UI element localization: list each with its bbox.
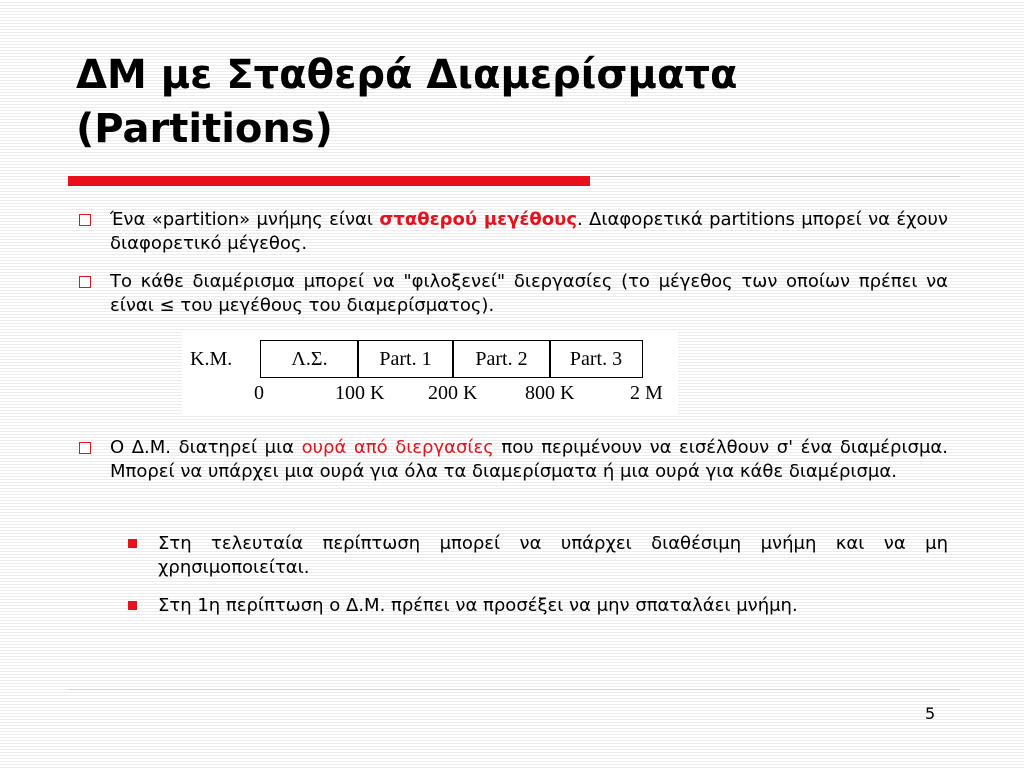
bullet-3-post: που περιμένουν να εισέλθουν σ' ένα διαμέρισμα. Μπορεί να υπάρχει μια ουρά για όλα τα διαμερίσματα ή μια ουρά για κάθε διαμέρισμα. <box>110 437 949 482</box>
hollow-square-bullet-icon <box>79 214 91 226</box>
bullet-1-highlight: σταθερού μεγέθους <box>379 209 577 230</box>
bullet-3 <box>110 436 948 484</box>
diagram-cell-part2: Part. 2 <box>452 340 551 378</box>
bullet-3-pre: Ο Δ.Μ. διατηρεί μια <box>110 437 302 458</box>
sub-bullet-1-text: Στη τελευταία περίπτωση μπορεί να υπάρχει διαθέσιμη μνήμη και να μη χρησιμοποιείται. <box>158 533 948 578</box>
page-number: 5 <box>925 704 936 723</box>
diagram-label: K.M. <box>190 348 233 370</box>
sub-bullet-2 <box>158 594 948 618</box>
memory-partition-diagram <box>182 330 678 414</box>
diagram-tick-0: 0 <box>254 382 264 404</box>
diagram-tick-200k: 200 K <box>428 382 478 404</box>
title-line-1: ΔΜ με Σταθερά Διαμερίσματα <box>76 52 738 98</box>
bullet-2-text: Το κάθε διαμέρισμα μπορεί να "φιλοξενεί" διεργασίες (το μέγεθος των οποίων πρέπει να είναι ≤ του μεγέθους του διαμερίσματος). <box>110 271 948 316</box>
diagram-cell-part3: Part. 3 <box>549 340 643 378</box>
footer-divider <box>68 689 960 690</box>
diagram-cell-part1: Part. 1 <box>357 340 454 378</box>
bullet-3-highlight: ουρά από διεργασίες <box>301 437 494 458</box>
diagram-tick-2m: 2 M <box>630 382 663 404</box>
filled-square-bullet-icon <box>128 539 137 548</box>
title-underline-accent <box>68 176 590 186</box>
slide-title <box>76 48 976 156</box>
bullet-2 <box>110 270 948 318</box>
filled-square-bullet-icon <box>128 601 137 610</box>
sub-bullet-2-text: Στη 1η περίπτωση ο Δ.Μ. πρέπει να προσέξει να μην σπαταλάει μνήμη. <box>158 595 798 616</box>
diagram-tick-800k: 800 K <box>525 382 575 404</box>
bullet-1-post: . Διαφορετικά partitions μπορεί να έχουν διαφορετικό μέγεθος. <box>110 209 948 254</box>
hollow-square-bullet-icon <box>79 442 91 454</box>
diagram-cell-os: Λ.Σ. <box>260 340 359 378</box>
sub-bullet-1 <box>158 532 948 580</box>
bullet-1-pre: Ένα «partition» μνήμης είναι <box>110 209 380 230</box>
diagram-tick-100k: 100 K <box>335 382 385 404</box>
title-underline-line <box>590 176 960 177</box>
hollow-square-bullet-icon <box>79 276 91 288</box>
title-line-2: (Partitions) <box>76 106 333 152</box>
bullet-1 <box>110 208 948 256</box>
